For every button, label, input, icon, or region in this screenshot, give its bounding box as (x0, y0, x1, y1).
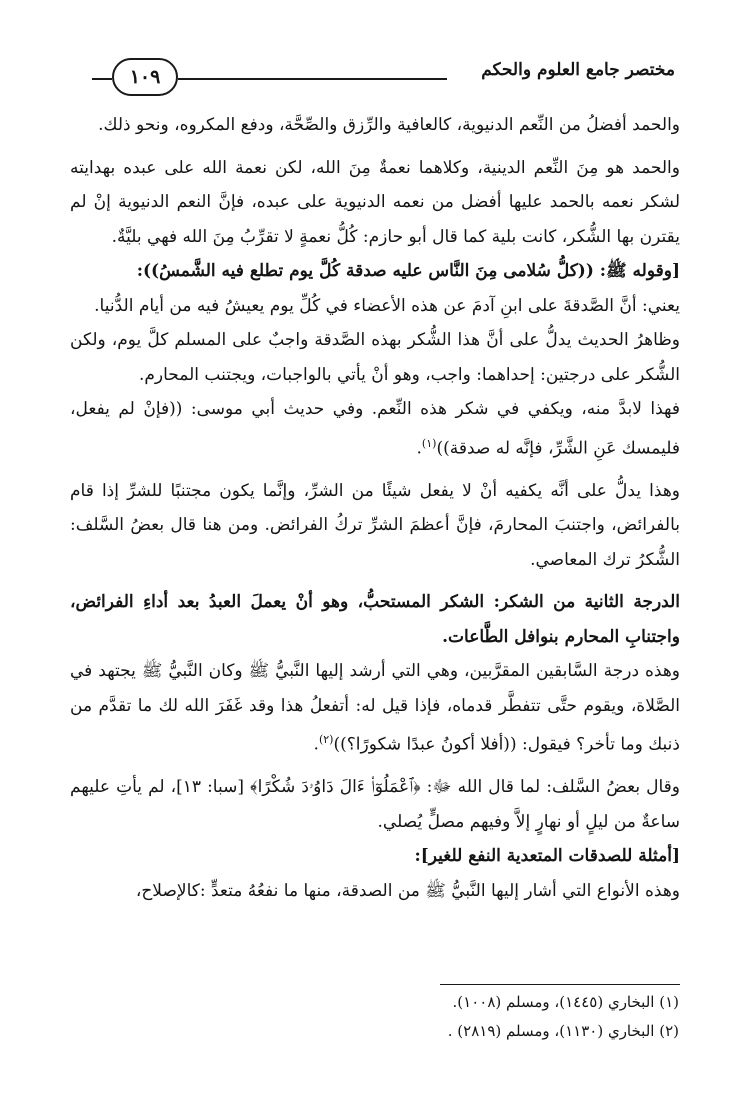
hadith-heading: [وقوله ﷺ: ((كلُّ سُلامى مِنَ النَّاس عليه صدقة كُلَّ يوم تطلع فيه الشَّمسُ)): (136, 261, 680, 281)
header-rule (178, 78, 447, 80)
paragraph: وظاهرُ الحديث يدلُّ على أنَّ هذا الشُّكر بهذه الصَّدقة واجبٌ على المسلم كلَّ يوم، ولكن الشُّكر على درجتين: إحداهما: واجب، وهو أنْ يأتي بالواجبات، ويجتنب المحارم. (70, 330, 680, 385)
paragraph: وهذه الأنواع التي أشار إليها النَّبيُّ ﷺ من الصدقة، منها ما نفعُهُ متعدٍّ :كالإصلاح، (135, 880, 680, 901)
paragraph-text: فهذا لابدَّ منه، ويكفي في شكر هذه النِّعم. وفي حديث أبي موسى: ((فإنْ لم يفعل، فليمسك عَنِ الشَّرِّ، فإنَّه له صدقة)) (70, 399, 680, 459)
footnote-mark: (٢) (318, 733, 334, 747)
page-number: ١٠٩ (112, 58, 178, 96)
footnote-rule (440, 984, 680, 985)
running-title: مختصر جامع العلوم والحكم (481, 60, 675, 80)
page-header (0, 0, 737, 110)
footnote: (٢) البخاري (١١٣٠)، ومسلم (٢٨١٩) . (447, 1022, 679, 1040)
paragraph: وهذا يدلُّ على أنَّه يكفيه أنْ لا يفعل شيئًا من الشرِّ، وإنَّما يكون مجتنبًا للشرِّ إذا قام بالفرائض، واجتنبَ المحارمَ، فإنَّ أعظمَ الشرِّ تركُ الفرائض. ومن هنا قال بعضُ السَّلف: الشُّكرُ ترك المعاصي. (70, 480, 680, 570)
footnote-mark: (١) (421, 436, 437, 450)
footnote: (١) البخاري (١٤٤٥)، ومسلم (١٠٠٨). (452, 993, 679, 1011)
paragraph: وقال بعضُ السَّلف: لما قال الله ﷻ: ﴿ٱعْمَلُوٓا۟ ءَالَ دَاوُۥدَ شُكْرًا﴾ [سبا: ١٣]، لم يأتِ عليهم ساعةٌ من ليلٍ أو نهارٍ إلاَّ وفيهم مصلٍّ يُصلي. (70, 777, 680, 832)
paragraph: وهذه درجة السَّابقين المقرَّبين، وهي التي أرشد إليها النَّبيُّ ﷺ وكان النَّبيُّ ﷺ يجتهد في الصَّلاة، ويقوم حتَّى تتفطَّر قدماه، فإذا قيل له: أتفعلُ هذا وقد غَفَرَ الله لك ما تقدَّم من ذنبك وما تأخر؟ فيقول: ((أفلا أكونُ عبدًا شكورًا؟))$^{(٢)}$. (70, 661, 680, 755)
header-rule-left (92, 78, 112, 80)
paragraph-text: وهذه درجة السَّابقين المقرَّبين، وهي التي أرشد إليها النَّبيُّ ﷺ وكان النَّبيُّ ﷺ يجتهد في الصَّلاة، ويقوم حتَّى تتفطَّر قدماه، فإذا قيل له: أتفعلُ هذا وقد غَفَرَ الله لك ما تقدَّم من ذنبك وما تأخر؟ فيقول: ((أفلا أكونُ عبدًا شكورًا؟)) (70, 661, 680, 755)
section-heading: [أمثلة للصدقات المتعدية النفع للغير]: (414, 846, 680, 867)
page-body (70, 108, 680, 908)
paragraph: فهذا لابدَّ منه، ويكفي في شكر هذه النِّعم. وفي حديث أبي موسى: ((فإنْ لم يفعل، فليمسك عَنِ الشَّرِّ، فإنَّه له صدقة))$^{(١)}$. (70, 399, 680, 459)
paragraph: يعني: أنَّ الصَّدقةَ على ابنِ آدمَ عن هذه الأعضاء في كُلِّ يوم يعيشُ فيه من أيام الدُّنيا. (94, 295, 680, 316)
paragraph: الدرجة الثانية من الشكر: الشكر المستحبُّ، وهو أنْ يعملَ العبدُ بعد أداءِ الفرائض، واجتنابِ المحارم بنوافل الطَّاعات. (70, 592, 680, 647)
paragraph: والحمد هو مِنَ النِّعم الدينية، وكلاهما نعمةٌ مِنَ الله، لكن نعمة الله على عبده بهدايته لشكر نعمه بالحمد عليها أفضل من نعمه الدنيوية على عبده، فإنَّ النعم الدنيوية إنْ لم يقترن بها الشُّكر، كانت بلية كما قال أبو حازم: كُلُّ نعمةٍ لا تقرِّبُ مِنَ الله فهي بليَّةٌ. (70, 157, 680, 247)
paragraph: والحمد أفضلُ من النِّعم الدنيوية، كالعافية والرِّزق والصِّحَّة، ودفع المكروه، ونحو ذلك. (98, 115, 680, 135)
